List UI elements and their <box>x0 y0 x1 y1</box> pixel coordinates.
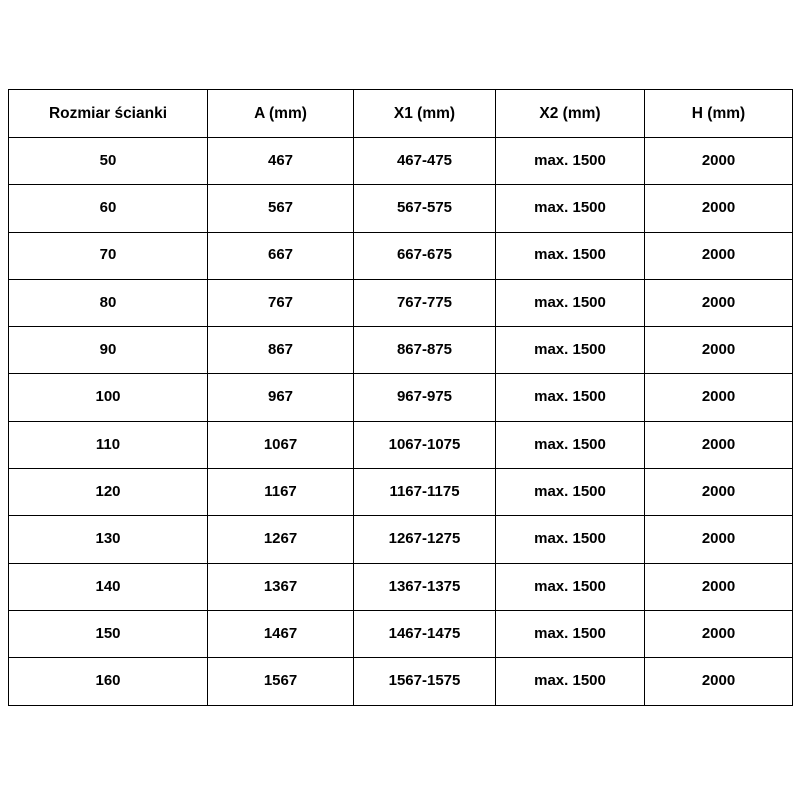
cell-a: 467 <box>208 138 354 185</box>
table-row <box>9 138 793 185</box>
cell-size: 160 <box>9 658 208 705</box>
cell-x1: 1267-1275 <box>354 516 496 563</box>
table-row <box>9 185 793 232</box>
table-row <box>9 658 793 705</box>
cell-a: 767 <box>208 279 354 326</box>
shower-wall-dimensions-table <box>8 89 793 706</box>
cell-a: 867 <box>208 327 354 374</box>
cell-x1: 1367-1375 <box>354 563 496 610</box>
column-header-x1: X1 (mm) <box>354 90 496 138</box>
cell-size: 90 <box>9 327 208 374</box>
cell-h: 2000 <box>645 610 793 657</box>
cell-h: 2000 <box>645 138 793 185</box>
table-row <box>9 563 793 610</box>
cell-x1: 767-775 <box>354 279 496 326</box>
table-header <box>9 90 793 138</box>
cell-x2: max. 1500 <box>496 516 645 563</box>
cell-h: 2000 <box>645 516 793 563</box>
cell-x2: max. 1500 <box>496 327 645 374</box>
cell-x1: 467-475 <box>354 138 496 185</box>
table-header-row <box>9 90 793 138</box>
cell-a: 567 <box>208 185 354 232</box>
cell-size: 150 <box>9 610 208 657</box>
cell-size: 120 <box>9 469 208 516</box>
cell-size: 80 <box>9 279 208 326</box>
cell-x1: 1067-1075 <box>354 421 496 468</box>
column-header-x2: X2 (mm) <box>496 90 645 138</box>
cell-x1: 967-975 <box>354 374 496 421</box>
cell-x2: max. 1500 <box>496 279 645 326</box>
cell-a: 1067 <box>208 421 354 468</box>
cell-x1: 1567-1575 <box>354 658 496 705</box>
cell-x2: max. 1500 <box>496 138 645 185</box>
cell-size: 100 <box>9 374 208 421</box>
cell-h: 2000 <box>645 327 793 374</box>
cell-h: 2000 <box>645 658 793 705</box>
column-header-size: Rozmiar ścianki <box>9 90 208 138</box>
cell-size: 50 <box>9 138 208 185</box>
cell-a: 1567 <box>208 658 354 705</box>
cell-a: 1367 <box>208 563 354 610</box>
cell-x1: 567-575 <box>354 185 496 232</box>
cell-a: 1467 <box>208 610 354 657</box>
cell-x1: 667-675 <box>354 232 496 279</box>
cell-x1: 867-875 <box>354 327 496 374</box>
cell-h: 2000 <box>645 469 793 516</box>
cell-x2: max. 1500 <box>496 658 645 705</box>
spec-table-container <box>8 89 792 706</box>
table-row <box>9 279 793 326</box>
cell-a: 1167 <box>208 469 354 516</box>
column-header-h: H (mm) <box>645 90 793 138</box>
cell-x2: max. 1500 <box>496 563 645 610</box>
cell-size: 130 <box>9 516 208 563</box>
cell-size: 140 <box>9 563 208 610</box>
cell-x2: max. 1500 <box>496 185 645 232</box>
cell-size: 70 <box>9 232 208 279</box>
cell-x1: 1167-1175 <box>354 469 496 516</box>
cell-a: 667 <box>208 232 354 279</box>
cell-h: 2000 <box>645 374 793 421</box>
cell-a: 967 <box>208 374 354 421</box>
table-row <box>9 327 793 374</box>
cell-x2: max. 1500 <box>496 469 645 516</box>
cell-x2: max. 1500 <box>496 421 645 468</box>
cell-a: 1267 <box>208 516 354 563</box>
cell-size: 110 <box>9 421 208 468</box>
cell-h: 2000 <box>645 279 793 326</box>
table-row <box>9 374 793 421</box>
table-row <box>9 421 793 468</box>
cell-x2: max. 1500 <box>496 374 645 421</box>
column-header-a: A (mm) <box>208 90 354 138</box>
cell-size: 60 <box>9 185 208 232</box>
cell-h: 2000 <box>645 185 793 232</box>
cell-h: 2000 <box>645 421 793 468</box>
cell-h: 2000 <box>645 563 793 610</box>
cell-x2: max. 1500 <box>496 232 645 279</box>
cell-x1: 1467-1475 <box>354 610 496 657</box>
table-row <box>9 516 793 563</box>
table-body <box>9 138 793 706</box>
table-row <box>9 469 793 516</box>
table-row <box>9 232 793 279</box>
cell-h: 2000 <box>645 232 793 279</box>
cell-x2: max. 1500 <box>496 610 645 657</box>
table-row <box>9 610 793 657</box>
